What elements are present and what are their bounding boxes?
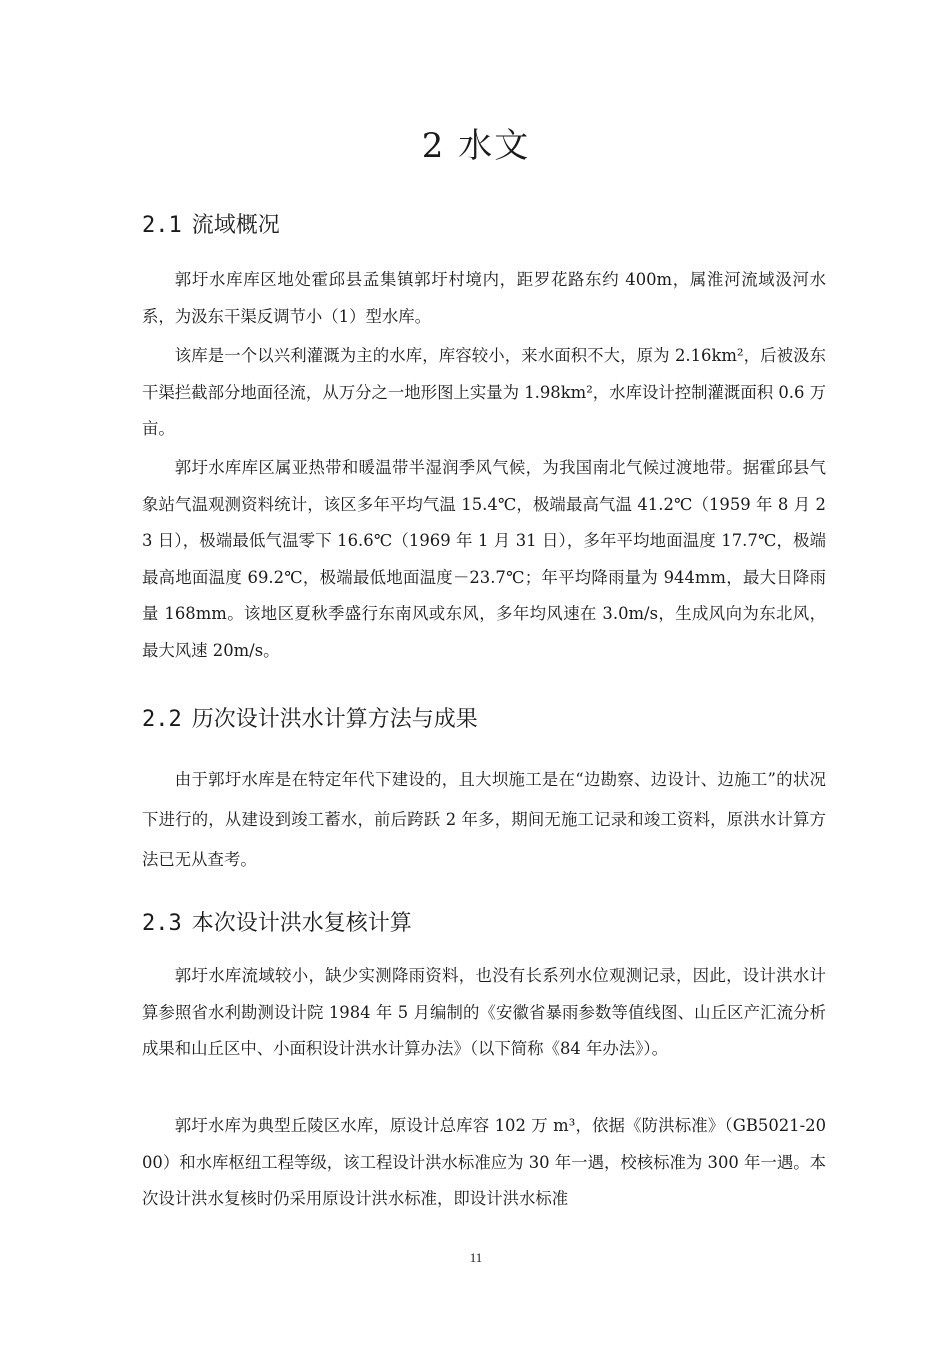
paragraph: 郭圩水库库区属亚热带和暖温带半湿润季风气候，为我国南北气候过渡地带。据霍邱县气象站气温观测资料统计，该区多年平均气温 15.4℃，极端最高气温 41.2℃（1959 年 8 月 23 日），极端最低气温零下 16.6℃（1969 年 1 月 31 日），多年平均地面温度 17.7℃，极端最高地面温度 69.2℃，极端最低地面温度－23.7℃；年平均降雨量为 944mm，最大日降雨量 168mm。该地区夏秋季盛行东南风或东风，多年均风速在 3.0m/s，生成风向为东北风，最大风速 20m/s。 [142,458,826,660]
section-title: 本次设计洪水复核计算 [191,911,412,936]
section-heading-2-3 [142,908,842,940]
paragraph: 郭圩水库库区地处霍邱县孟集镇郭圩村境内，距罗花路东约 400m，属淮河流域汲河水系，为汲东干渠反调节小（1）型水库。 [142,270,826,326]
paragraph: 该库是一个以兴利灌溉为主的水库，库容较小，来水面积不大，原为 2.16km²，后被汲东干渠拦截部分地面径流，从万分之一地形图上实量为 1.98km²，水库设计控制灌溉面积 0.6 万亩。 [142,346,826,438]
section-title: 流域概况 [191,213,280,238]
section-heading-2-1 [142,210,842,242]
chapter-title: 2 水文 [421,126,531,166]
paragraph: 郭圩水库为典型丘陵区水库，原设计总库容 102 万 m³，依据《防洪标准》（GB5021-2000）和水库枢纽工程等级，该工程设计洪水标准应为 30 年一遇，校核标准为 300 年一遇。本次设计洪水复核时仍采用原设计洪水标准，即设计洪水标准 [142,1116,826,1208]
section-number: 2.2 [142,707,182,732]
section-number: 2.3 [142,911,182,936]
section-heading-2-2 [142,704,842,736]
page-number: 11 [469,1250,483,1265]
section-title: 历次设计洪水计算方法与成果 [191,707,478,732]
paragraph: 郭圩水库流域较小，缺少实测降雨资料，也没有长系列水位观测记录，因此，设计洪水计算参照省水利勘测设计院 1984 年 5 月编制的《安徽省暴雨参数等值线图、山丘区产汇流分析成果和山丘区中、小面积设计洪水计算办法》（以下简称《84 年办法》）。 [142,966,826,1058]
section-number: 2.1 [142,213,182,238]
paragraph: 由于郭圩水库是在特定年代下建设的，且大坝施工是在“边勘察、边设计、边施工”的状况下进行的，从建设到竣工蓄水，前后跨跃 2 年多，期间无施工记录和竣工资料，原洪水计算方法已无从查考。 [142,770,826,869]
